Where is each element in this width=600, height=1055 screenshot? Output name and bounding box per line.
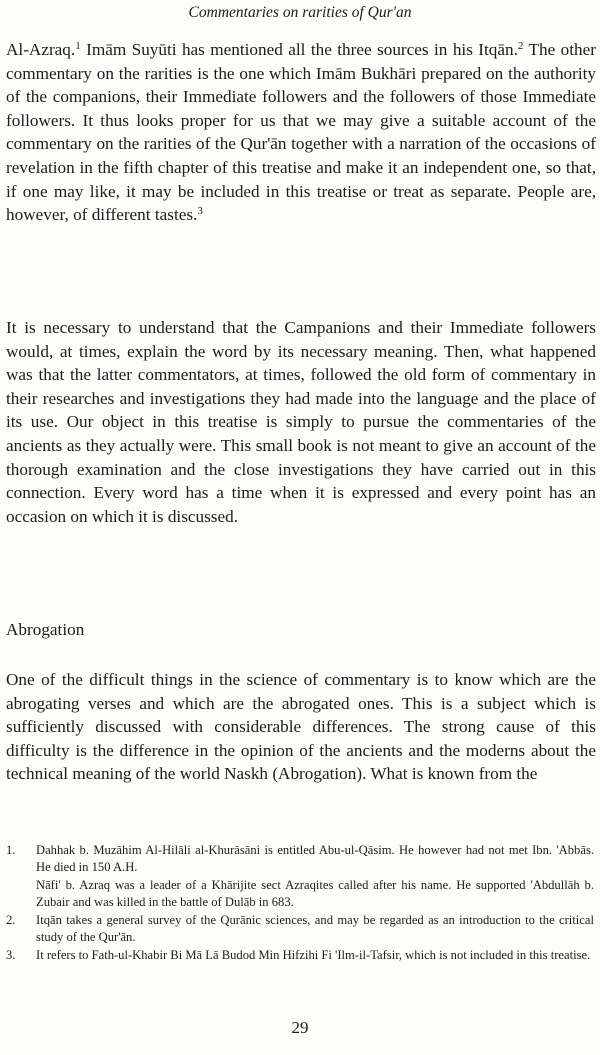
footnote-ref-2: 2 [517, 40, 524, 52]
footnote-ref-3: 3 [197, 205, 203, 218]
page-number: 29 [291, 1018, 309, 1037]
paragraph-1 [6, 38, 596, 227]
paragraph-1-text-b: Imām Suyūti has mentioned all the three sources in his Itqān. [80, 40, 518, 59]
footnotes [6, 842, 594, 965]
section-heading: Abrogation [6, 620, 85, 639]
footnote-text: It refers to Fath-ul-Khabir Bi Mā Lā Budod Min Hifzihi Fi 'Ilm-il-Tafsir, which is not included in this treatise. [36, 948, 591, 962]
footnote-number: 3. [6, 948, 16, 962]
paragraph-2: It is necessary to understand that the Campanions and their Immediate followers would, at times, explain the word by its necessary meaning. Then, what happened was that the latter commentators, at times, followed the old form of commentary in their researches and investigations they had made into the language and the place of its use. Our object in this treatise is simply to pursue the commentaries of the ancients as they actually were. This small book is not meant to give an account of the thorough examination and the close investigations they have carried out in this connection. Every word has a time when it is expressed and every point has an occasion on which it is discussed. [6, 318, 596, 526]
footnote-number: 1. [6, 843, 16, 857]
footnote-number: 2. [6, 913, 16, 927]
paragraph-1-text-a: Al-Azraq. [6, 40, 76, 59]
footnote-3 [6, 947, 594, 964]
footnote-ref-1: 1 [75, 40, 81, 52]
footnote-1-continuation: Nāfi' b. Azraq was a leader of a Khārijite sect Azraqites called after his name. He supported 'Abdullāh b. Zubair and was killed in the battle of Dulāb in 683. [36, 878, 594, 909]
paragraph-1-text-c: The other commentary on the rarities is the one which Imām Bukhāri prepared on the authority of the companions, their Immediate followers and the followers of those Immediate followers. It thus looks proper for us that we may give a suitable account of the commentary on the rarities of the Qur'ān together with a narration of the occasions of revelation in the fifth chapter of this treatise and make it an independent one, so that, if one may like, it may be included in this treatise or treat as separate. People are, however, of different tastes. [6, 40, 596, 225]
footnote-text: Itqān takes a general survey of the Qurānic sciences, and may be regarded as an introduction to the critical study of the Qur'ān. [36, 913, 594, 944]
footnote-2 [6, 912, 594, 946]
footnote-1 [6, 842, 594, 876]
footnote-text: Dahhak b. Muzāhim Al-Hilāli al-Khurāsāni is entitled Abu-ul-Qāsim. He however had not met Ibn. 'Abbās. He died in 150 A.H. [36, 843, 594, 874]
running-head: Commentaries on rarities of Qur'an [188, 4, 412, 21]
abrogation-paragraph: One of the difficult things in the science of commentary is to know which are the abrogating verses and which are the abrogated ones. This is a subject which is sufficiently discussed with considerable differences. The strong cause of this difficulty is the difference in the opinion of the ancients and the moderns about the technical meaning of the world Naskh (Abrogation). What is known from the [6, 670, 596, 784]
